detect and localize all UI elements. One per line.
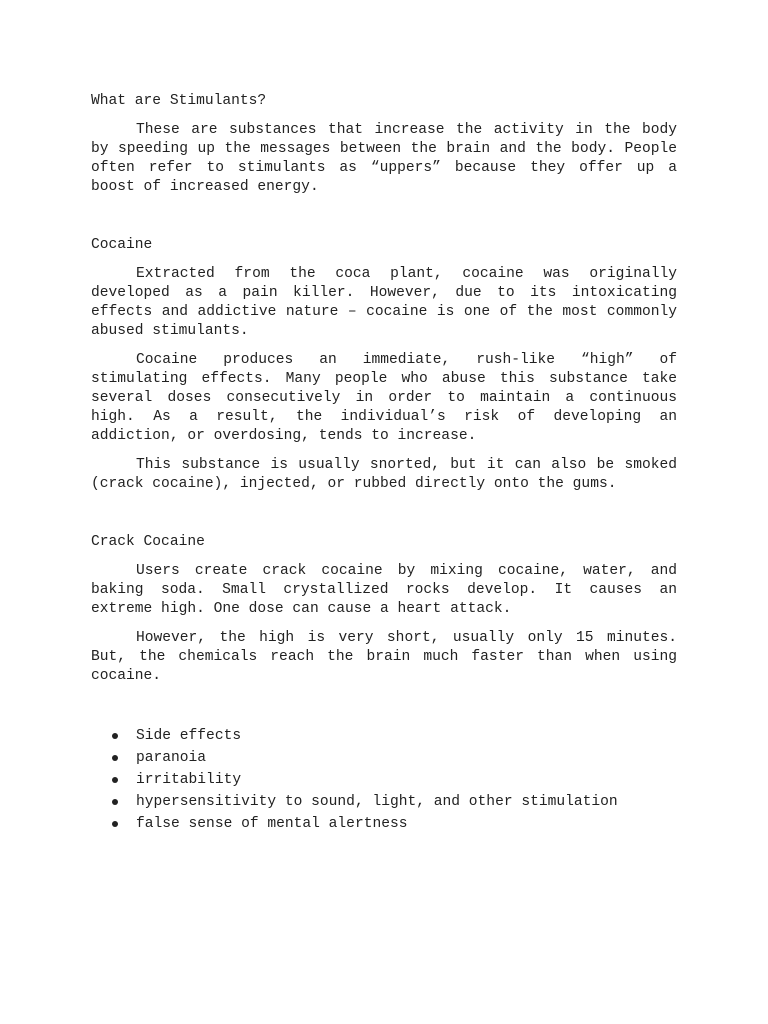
spacer [91,504,677,533]
list-item [91,725,677,747]
paragraph: Extracted from the coca plant, cocaine was originally developed as a pain killer. However, due to its intoxicating effects and addictive nature – cocaine is one of the most commonly abused stimulants. [91,266,677,339]
section-heading: Cocaine [91,237,153,253]
side-effects-list [91,725,677,835]
section-cocaine [91,236,677,494]
bullet-icon [112,755,118,761]
paragraph: However, the high is very short, usually only 15 minutes. But, the chemicals reach the brain much faster than when using cocaine. [91,630,677,684]
list-item-text: paranoia [136,750,207,766]
list-item-text: hypersensitivity to sound, light, and other stimulation [136,794,618,810]
spacer [91,696,677,725]
section-heading: Crack Cocaine [91,534,205,550]
paragraph: Cocaine produces an immediate, rush-like “high” of stimulating effects. Many people who abuse this substance take several doses consecutively in order to maintain a continuous high. As a result, the individual’s risk of developing an addiction, or overdosing, tends to increase. [91,352,677,444]
section-heading: What are Stimulants? [91,93,267,109]
bullet-icon [112,821,118,827]
section-stimulants [91,92,677,197]
document-page [91,92,677,835]
list-item [91,791,677,813]
list-item-text: irritability [136,772,242,788]
bullet-icon [112,799,118,805]
bullet-icon [112,733,118,739]
list-item-text: Side effects [136,728,242,744]
paragraph: Users create crack cocaine by mixing cocaine, water, and baking soda. Small crystallized rocks develop. It causes an extreme high. One dose can cause a heart attack. [91,563,677,617]
paragraph: These are substances that increase the activity in the body by speeding up the messages between the brain and the body. People often refer to stimulants as “uppers” because they offer up a boost of increased energy. [91,122,677,195]
list-item [91,813,677,835]
spacer [91,207,677,236]
list-item [91,747,677,769]
paragraph: This substance is usually snorted, but it can also be smoked (crack cocaine), injected, or rubbed directly onto the gums. [91,457,677,492]
bullet-icon [112,777,118,783]
section-crack-cocaine [91,533,677,686]
list-item [91,769,677,791]
list-item-text: false sense of mental alertness [136,816,408,832]
